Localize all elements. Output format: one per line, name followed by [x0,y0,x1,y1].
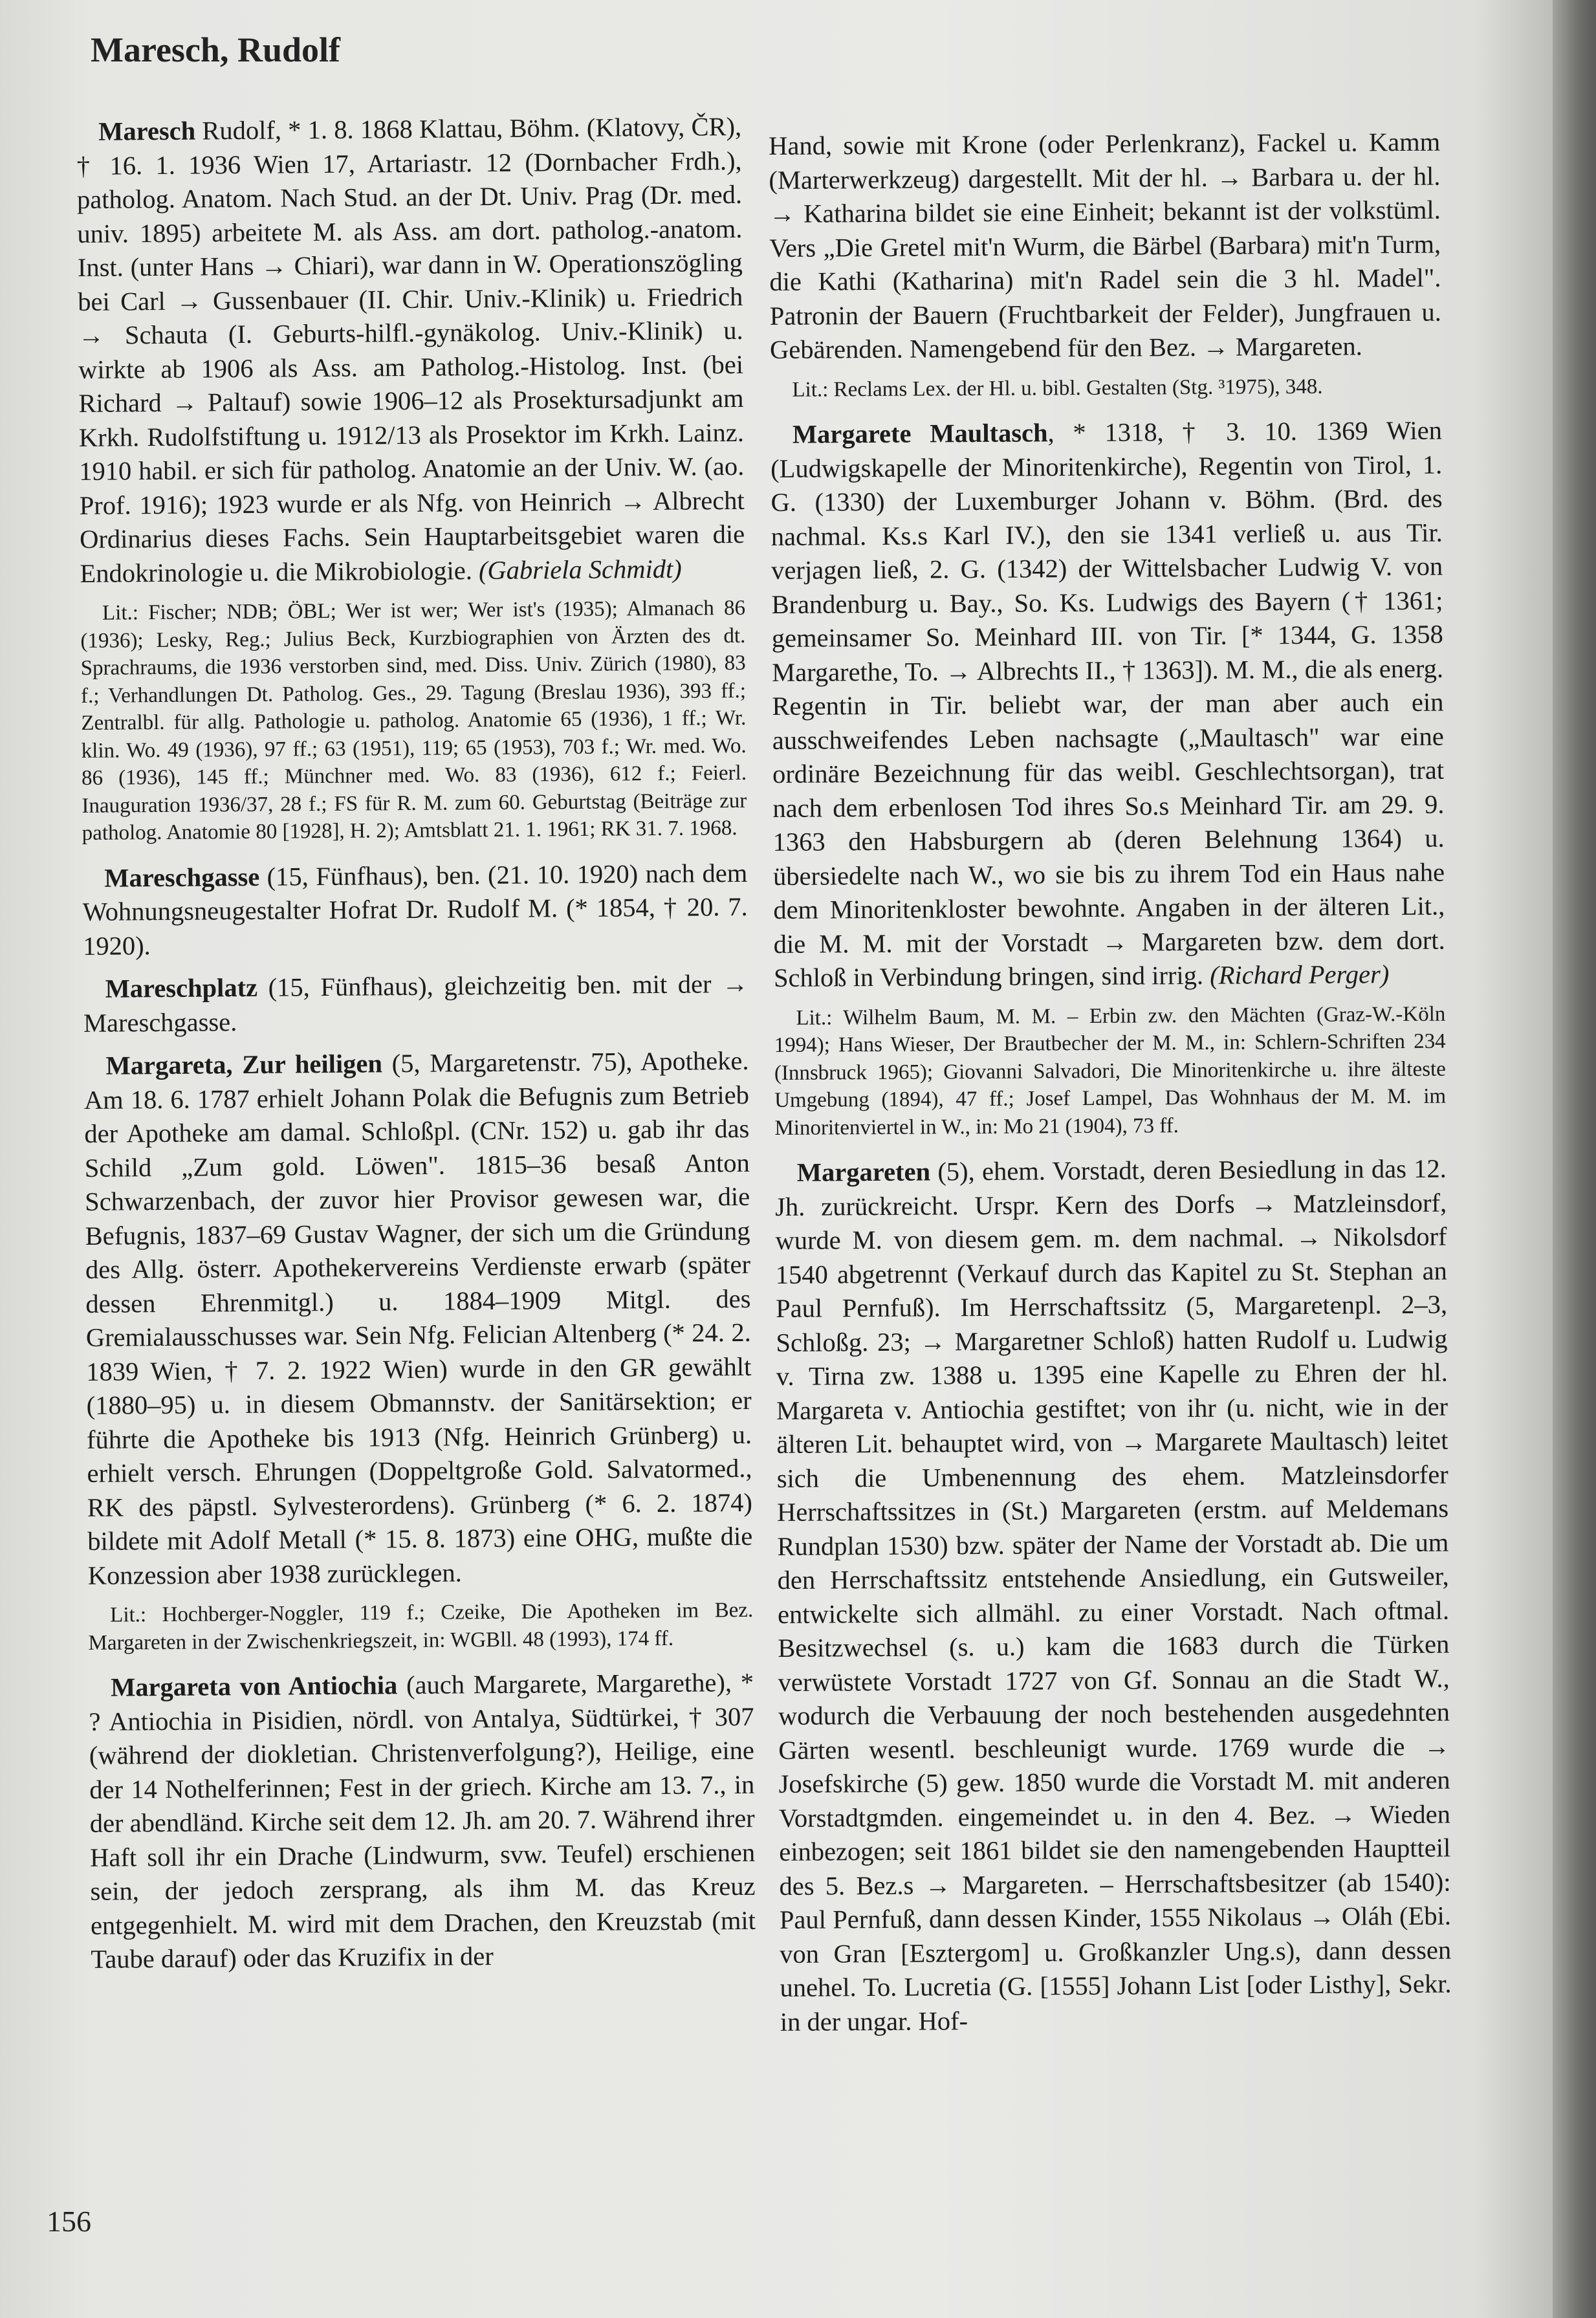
entry-text: Rudolf, * 1. 8. 1868 Klattau, Böhm. (Klatovy, ČR), † 16. 1. 1936 Wien 17, Artariastr. 12 (Dornbacher Frdh.), patholog. Anatom. Nach Stud. an der Dt. Univ. Prag (Dr. med. univ. 1895) arbeitete M. als Ass. am dort. patholog.-anatom. Inst. (unter Hans → Chiari), war dann in W. Operationszögling bei Carl → Gussenbauer (II. Chir. Univ.-Klinik) u. Friedrich → Schauta (I. Geburts-hilfl.-gynäkolog. Univ.-Klinik) u. wirkte ab 1906 als Ass. am Patholog.-Histolog. Inst. (bei Richard → Paltauf) sowie 1906–12 als Prosektursadjunkt am Krkh. Rudolfstiftung u. 1912/13 als Prosektor im Krkh. Lainz. 1910 habil. er sich für patholog. Anatomie an der Univ. W. (ao. Prof. 1916); 1923 wurde er als Nfg. von Heinrich → Albrecht Ordinarius dieses Fachs. Sein Hauptarbeitsgebiet waren die Endokrinologie u. die Mikrobiologie. [76,111,745,588]
lemma: Margareten [796,1157,931,1187]
lemma: Mareschplatz [105,972,258,1003]
left-column [76,110,756,1985]
entry-author: (Gabriela Schmidt) [478,554,682,585]
entry-text: , * 1318, † 3. 10. 1369 Wien (Ludwigskapelle der Minoritenkirche), Regentin von Tirol, 1. G. (1330) der Luxemburger Johann v. Böhm. (Brd. des nachmal. Ks.s Karl IV.), den sie 1341 verließ u. aus Tir. verjagen ließ, 2. G. (1342) der Wittelsbacher Ludwig V. von Brandenburg u. Bay., So. Ks. Ludwigs des Bayern († 1361; gemeinsamer So. Meinhard III. von Tir. [* 1344, G. 1358 Margarethe, To. → Albrechts II., † 1363]). M. M., die als energ. Regentin in Tir. beliebt war, der man aber auch ein ausschweifendes Leben nachsagte („Maultasch" war eine ordinäre Bezeichnung für das weibl. Geschlechtsorgan), trat nach dem erbenlosen Tod ihres So.s Meinhard Tir. am 29. 9. 1363 den Habsburgern ab (deren Belehnung 1364) u. übersiedelte nach W., wo sie bis zu ihrem Tod ein Haus nahe dem Minoritenkloster bewohnte. Angaben in der älteren Lit., die M. M. mit der Vorstadt → Margareten bzw. dem dort. Schloß in Verbindung bringen, sind irrig. [771,415,1445,992]
lemma: Maresch [98,116,196,146]
lemma: Margareta, Zur heiligen [105,1049,383,1080]
entry-text: (5, Margaretenstr. 75), Apotheke. Am 18. 6. 1787 erhielt Johann Polak die Befugnis zum Betrieb der Apotheke am damal. Schloßpl. (CNr. 152) u. gab ihr das Schild „Zum gold. Löwen". 1815–36 besaß Anton Schwarzenbach, der zuvor hier Provisor gewesen war, die Befugnis, 1837–69 Gustav Wagner, der sich um die Gründung des Allg. österr. Apothekervereins Verdienste erwarb (später dessen Ehrenmitgl.) u. 1884–1909 Mitgl. des Gremialausschusses war. Sein Nfg. Felician Altenberg (* 24. 2. 1839 Wien, † 7. 2. 1922 Wien) wurde in den GR gewählt (1880–95) u. in diesem Obmannstv. der Sanitärsektion; er führte die Apotheke bis 1913 (Nfg. Heinrich Grünberg) u. erhielt versch. Ehrungen (Doppeltgroße Gold. Salvatormed., RK des päpstl. Sylvesterordens). Grünberg (* 6. 2. 1874) bildete mit Adolf Metall (* 15. 8. 1873) eine OHG, mußte die Konzession aber 1938 zurücklegen. [83,1045,753,1590]
entry-margareta-zur-heiligen [83,1044,753,1593]
entry-text: (15, Fünfhaus), ben. (21. 10. 1920) nach dem Wohnungsneugestalter Hofrat Dr. Rudolf M. (* 1854, † 20. 7. 1920). [82,858,748,961]
entry-margareta-von-antiochia [89,1666,756,1977]
right-column [769,126,1452,2048]
entry-margarete-maultasch [771,414,1445,996]
book-spine-shadow [1553,0,1596,2318]
page-number: 156 [47,2205,91,2238]
lemma: Margarete Maultasch [792,418,1048,449]
lemma: Margareta von Antiochia [110,1670,398,1702]
literature-note: Lit.: Reclams Lex. der Hl. u. bibl. Gestalten (Stg. ³1975), 348. [792,375,1323,402]
literature-note: Lit.: Wilhelm Baum, M. M. – Erbin zw. den Mächten (Graz-W.-Köln 1994); Hans Wieser, Der Brautbecher der M. M., in: Schlern-Schriften 234 (Innsbruck 1965); Giovanni Salvadori, Die Minoritenkirche u. ihre älteste Umgebung (1894), 47 ff.; Josef Lampel, Das Wohnhaus der M. M. im Minoritenviertel in W., in: Mo 21 (1904), 73 ff. [774,1002,1447,1140]
entry-continuation: Hand, sowie mit Krone (oder Perlenkranz), Fackel u. Kamm (Marterwerkzeug) dargestellt. Mit der hl. → Barbara u. der hl. → Katharina bildet sie eine Einheit; bekannt ist der volkstüml. Vers „Die Gretel mit'n Wurm, die Bärbel (Barbara) mit'n Turm, die Kathi (Katharina) mit'n Radel sein die 3 hl. Madel". Patronin der Bauern (Fruchtbarkeit der Felder), Jungfrauen u. Gebärenden. Namengebend für den Bez. → Margareten. [769,127,1441,364]
entry-mareschplatz [83,967,749,1040]
entry-margareten [775,1152,1452,2039]
lemma: Mareschgasse [104,862,260,893]
entry-text: (15, Fünfhaus), gleichzeitig ben. mit der → Mareschgasse. [83,968,749,1038]
entry-maresch-rudolf [76,110,745,591]
literature-note: Lit.: Fischer; NDB; ÖBL; Wer ist wer; Wer ist's (1935); Almanach 86 (1936); Lesky, Reg.; Julius Beck, Kurzbiographien von Ärzten des dt. Sprachraums, die 1936 verstorben sind, med. Diss. Univ. Zürich (1980), 83 f.; Verhandlungen Dt. Patholog. Ges., 29. Tagung (Breslau 1936), 393 ff.; Zentralbl. für allg. Pathologie u. patholog. Anatomie 65 (1936), 1 ff.; Wr. klin. Wo. 49 (1936), 97 ff.; 63 (1951), 119; 65 (1953), 703 f.; Wr. med. Wo. 86 (1936), 145 ff.; Münchner med. Wo. 83 (1936), 612 f.; Feierl. Inauguration 1936/37, 28 f.; FS für R. M. zum 60. Geburtstag (Beiträge zur patholog. Anatomie 80 [1928], H. 2); Amtsblatt 21. 1. 1961; RK 31. 7. 1968. [80,596,747,845]
literature-note: Lit.: Hochberger-Noggler, 119 f.; Czeike, Die Apotheken im Bez. Margareten in der Zwischenkriegszeit, in: WGBll. 48 (1993), 174 ff. [88,1598,754,1655]
entry-author: (Richard Perger) [1210,959,1390,990]
running-head: Maresch, Rudolf [91,30,340,69]
entry-text: (auch Margarete, Margarethe), * ? Antiochia in Pisidien, nördl. von Antalya, Südtürkei, † 307 (während der diokletian. Christenverfolgung?), Heilige, eine der 14 Nothelferinnen; Fest in der griech. Kirche am 13. 7., in der abendländ. Kirche seit dem 12. Jh. am 20. 7. Während ihrer Haft soll ihr ein Drache (Lindwurm, svw. Teufel) erschienen sein, der jedoch zersprang, als ihm M. das Kreuz entgegenhielt. M. wird mit dem Drachen, den Kreuzstab (mit Taube darauf) oder das Kruzifix in der [89,1667,756,1974]
entry-text: (5), ehem. Vorstadt, deren Besiedlung in das 12. Jh. zurückreicht. Urspr. Kern des Dorfs → Matzleinsdorf, wurde M. von diesem gem. m. dem nachmal. → Nikolsdorf 1540 abgetrennt (Verkauf durch das Kapitel zu St. Stephan an Paul Pernfuß). Im Herrschaftssitz (5, Margaretenpl. 2–3, Schloßg. 23; → Margaretner Schloß) hatten Rudolf u. Ludwig v. Tirna zw. 1388 u. 1395 eine Kapelle zu Ehren der hl. Margareta v. Antiochia gestiftet; von ihr (u. nicht, wie in der älteren Lit. behauptet wird, von → Margarete Maultasch) leitet sich die Umbenennung des ehem. Matzleinsdorfer Herrschaftssitzes in (St.) Margareten (erstm. auf Meldemans Rundplan 1530) bzw. später der Name der Vorstadt ab. Die um den Herrschaftssitz entstehende Ansiedlung, ein Gutsweiler, entwickelte sich allmähl. zu einer Vorstadt. Nach oftmal. Besitzwechsel (s. u.) kam die 1683 durch die Türken verwüstete Vorstadt 1727 von Gf. Sonnau an die Stadt W., wodurch die Verbauung der noch bestehenden ausgedehnten Gärten wesentl. beschleunigt wurde. 1769 wurde die → Josefskirche (5) gew. 1850 wurde die Vorstadt M. mit anderen Vorstadtgmden. eingemeindet u. in den 4. Bez. → Wieden einbezogen; seit 1861 bildet sie den namengebenden Hauptteil des 5. Bez.s → Margareten. – Herrschaftsbesitzer (ab 1540): Paul Pernfuß, dann dessen Kinder, 1555 Nikolaus → Oláh (Ebi. von Gran [Esztergom] u. Großkanzler Ung.s), dann dessen unehel. To. Lucretia (G. [1555] Johann List [oder Listhy], Sekr. in der ungar. Hof- [775,1154,1452,2037]
entry-mareschgasse [82,856,748,963]
